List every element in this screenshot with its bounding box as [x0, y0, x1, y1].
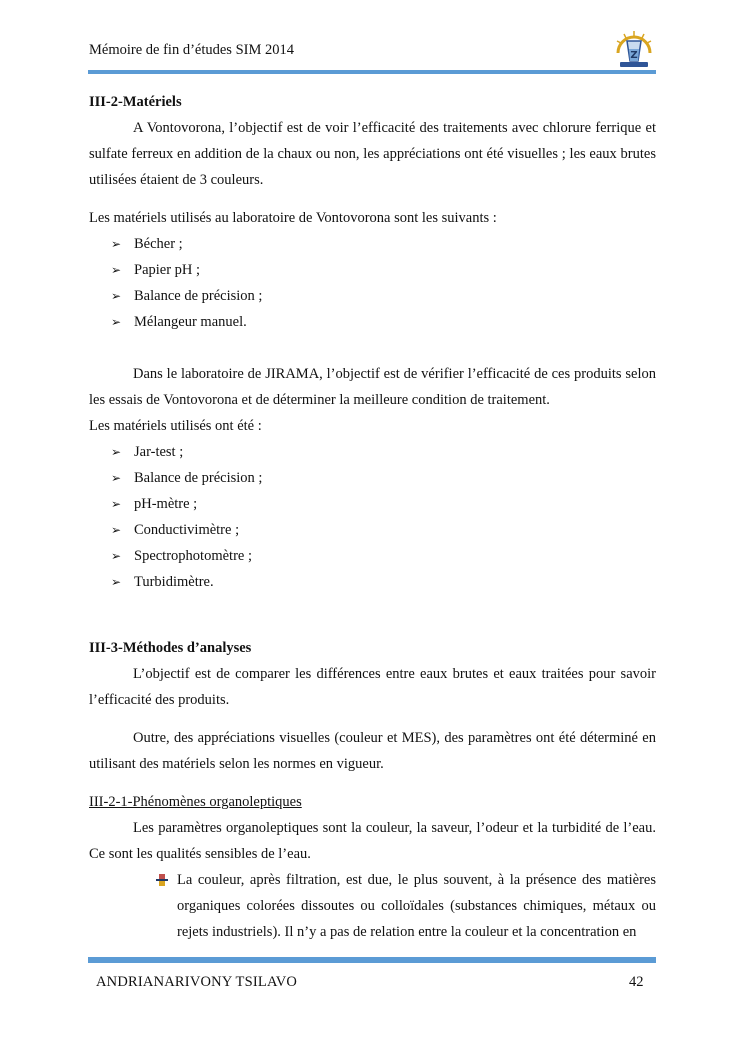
svg-text:Z: Z [630, 50, 638, 61]
header-rule [88, 70, 656, 74]
materials-lead-text-2: Les matériels utilisés ont été : [89, 418, 262, 434]
arrow-bullet-icon: ➢ [111, 263, 122, 277]
footer-rule [88, 957, 656, 963]
paragraph-jirama: Dans le laboratoire de JIRAMA, l’objectif est de vérifier l’efficacité de ces produits selon les essais de Vontovorona et de déterminer la meilleure condition de traitement. [89, 366, 656, 408]
paragraph-objectif: L’objectif est de comparer les différences entre eaux brutes et eaux traitées pour savoir l’efficacité des produits. [89, 666, 656, 708]
arrow-bullet-icon: ➢ [111, 575, 122, 589]
page-content [89, 89, 656, 945]
materials-list [89, 231, 656, 335]
list-item [111, 517, 656, 543]
arrow-bullet-icon: ➢ [111, 471, 122, 485]
list-item-text: Balance de précision ; [134, 470, 263, 486]
list-item-text: Jar-test ; [134, 444, 184, 460]
page-number: 42 [629, 974, 644, 990]
subsection-heading-organoleptiques: III-2-1-Phénomènes organoleptiques [89, 794, 302, 810]
list-item-text: Mélangeur manuel. [134, 314, 247, 330]
section-heading-methodes: III-3-Méthodes d’analyses [89, 640, 252, 656]
footer-author: ANDRIANARIVONY TSILAVO [96, 974, 298, 990]
arrow-bullet-icon: ➢ [111, 497, 122, 511]
arrow-bullet-icon: ➢ [111, 315, 122, 329]
square-bullet-icon [156, 874, 168, 886]
paragraph-outre: Outre, des appréciations visuelles (couleur et MES), des paramètres ont été déterminé en utilisant des matériels selon les normes en vigueur. [89, 730, 656, 772]
arrow-bullet-icon: ➢ [111, 523, 122, 537]
list-item-text: Conductivimètre ; [134, 522, 240, 538]
materials-list-2 [89, 439, 656, 595]
paragraph-organoleptiques: Les paramètres organoleptiques sont la couleur, la saveur, l’odeur et la turbidité de l’eau. Ce sont les qualités sensibles de l’eau. [89, 820, 656, 862]
list-item [111, 257, 656, 283]
arrow-bullet-icon: ➢ [111, 445, 122, 459]
list-item [111, 231, 656, 257]
list-item-text: Spectrophotomètre ; [134, 548, 252, 564]
list-item [111, 543, 656, 569]
list-item [155, 867, 656, 945]
arrow-bullet-icon: ➢ [111, 237, 122, 251]
list-item [111, 309, 656, 335]
section-heading-materiels: III-2-Matériels [89, 94, 182, 110]
list-item-text: pH-mètre ; [134, 496, 198, 512]
arrow-bullet-icon: ➢ [111, 549, 122, 563]
organoleptic-list [89, 867, 656, 945]
list-item-text: La couleur, après filtration, est due, le plus souvent, à la présence des matières organiques colorées dissoutes ou colloïdales (substances chimiques, métaux ou rejets industriels). Il n’y a pas de relation entre la couleur et la concentration en [177, 872, 656, 940]
list-item-text: Balance de précision ; [134, 288, 263, 304]
school-logo-icon [612, 27, 656, 71]
list-item-text: Papier pH ; [134, 262, 201, 278]
list-item [111, 491, 656, 517]
list-item [111, 283, 656, 309]
header-title: Mémoire de fin d’études SIM 2014 [89, 42, 294, 58]
list-item-text: Bécher ; [134, 236, 183, 252]
list-item [111, 465, 656, 491]
materials-lead-text: Les matériels utilisés au laboratoire de Vontovorona sont les suivants : [89, 210, 497, 226]
list-item [111, 439, 656, 465]
paragraph-vontovorona-intro: A Vontovorona, l’objectif est de voir l’efficacité des traitements avec chlorure ferrique et sulfate ferreux en addition de la chaux ou non, les appréciations ont été visuelles ; les eaux brutes utilisées étaient de 3 couleurs. [89, 120, 656, 188]
list-item-text: Turbidimètre. [134, 574, 214, 590]
arrow-bullet-icon: ➢ [111, 289, 122, 303]
list-item [111, 569, 656, 595]
